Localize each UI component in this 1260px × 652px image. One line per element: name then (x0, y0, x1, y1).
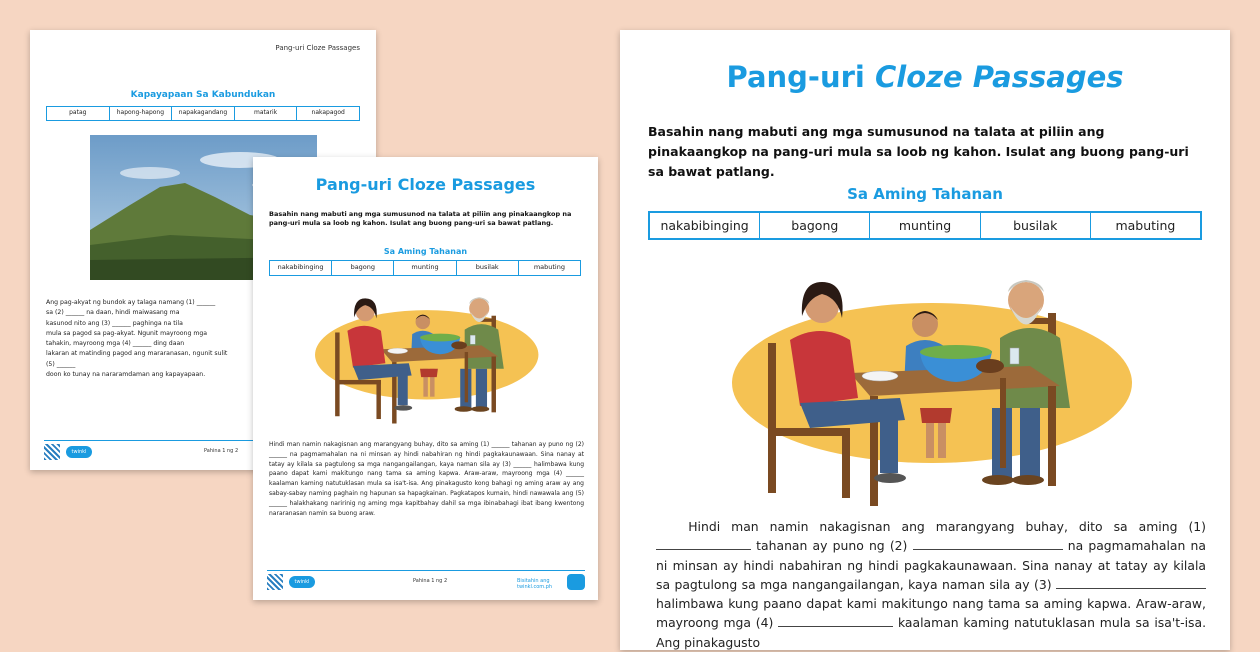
paragraph-line: (5) ______ (46, 360, 76, 368)
word-box-item: nakabibinging (650, 213, 760, 238)
word-box-item: munting (394, 261, 456, 275)
instructions: Basahin nang mabuti ang mga sumusunod na talata at piliin ang pinakaangkop na pang-uri mula sa loob ng kahon. Isulat ang buong pang-uri sa bawat patlang. (648, 124, 1189, 179)
word-box-item: bagong (332, 261, 394, 275)
paragraph-line: lakaran at matinding pagod ang mararanasan, ngunit sulit (46, 350, 228, 358)
answer-blank-1[interactable] (656, 539, 751, 550)
twinkl-logo: twinkl (289, 576, 315, 588)
word-box-item: napakagandang (172, 107, 235, 120)
twinkl-badge-icon (567, 574, 585, 590)
word-box (269, 260, 581, 276)
footer-divider (267, 570, 585, 571)
family-dinner-illustration (311, 285, 543, 433)
worksheet-title: Pang-uri Cloze Passages (315, 175, 536, 194)
paragraph-sentence: kaalaman kaming natutuklasan mula sa isa't-isa. Ang pinakagusto (656, 615, 1207, 650)
word-box-item: busilak (981, 213, 1091, 238)
word-box-item: patag (47, 107, 110, 120)
answer-blank-4[interactable] (778, 616, 893, 627)
paragraph-line: mula sa pagod sa pag-akyat. Ngunit mayroong mga (46, 329, 208, 337)
passage-title: Sa Aming Tahanan (847, 185, 1003, 203)
paragraph-line: Ang pag-akyat ng bundok ay talaga namang (1) ______ (46, 299, 216, 306)
instructions: Basahin nang mabuti ang mga sumusunod na talata at piliin ang pinakaangkop na pang-uri mula sa loob ng kahon. Isulat ang buong pang-uri sa bawat patlang. (269, 210, 572, 227)
word-box (46, 106, 360, 121)
word-box-item: hapong-hapong (110, 107, 173, 120)
word-box-item: bagong (760, 213, 870, 238)
passage-title: Kapayapaan Sa Kabundukan (130, 90, 276, 100)
word-box-item: busilak (457, 261, 519, 275)
paragraph-sentence: tahanan ay puno ng (2) (756, 538, 908, 554)
page-header: Pang-uri Cloze Passages (275, 44, 360, 52)
paragraph-line: tahakin, mayroong mga (4) ______ ding daan (46, 340, 185, 348)
qr-code-icon (44, 444, 60, 460)
passage-paragraph: Hindi man namin nakagisnan ang marangyang buhay, dito sa aming (1) ______ tahanan ay puno ng (2) ______ na pagmamahalan na ni minsan ay hindi nabahiran ng hindi pagkakaunawaan. Sina nanay at tatay ay kilala sa pagtulong sa mga nangangailangan, kaya naman sila ay (3) ______ halimbawa kung paano dapat kami makitungo nang tama sa aming kapwa. Araw-araw, mayroong mga (4) ______ kaalaman kaming natutuklasan mula sa isa't-isa. Ang pinakagusto kong bahagi ng aming araw ay ang sabay-sabay naming paghain ng hapunan sa hapagkainan. Pagkatapos kumain, hindi nawawala ang (5) ______ halakhakang naririnig ng aming mga kapitbahay dahil sa mga ibinabahagi ibat ibang kwentong nararanasan namin sa buong araw. (269, 441, 584, 517)
page-number: Pahina 1 ng 2 (204, 448, 239, 454)
page-number: Pahina 1 ng 2 (413, 578, 448, 584)
word-box-item: nakapagod (311, 109, 345, 116)
paragraph-sentence: na pagmamahalan na ni minsan ay hindi nabahiran ng hindi pagkakaunawaan. Sina nanay at tatay ay kilala sa pagtulong sa mga nangangailangan, kaya naman sila ay (3) (656, 538, 1206, 592)
title-main: Pang-uri (726, 60, 865, 94)
answer-blank-2[interactable] (913, 539, 1063, 550)
worksheet-page-middle (253, 157, 598, 600)
word-box-item: nakabibinging (270, 261, 332, 275)
worksheet-title (620, 60, 1230, 94)
word-box-item: matarik (235, 107, 298, 120)
paragraph-sentence: Hindi man namin nakagisnan ang marangyang buhay, dito sa aming (1) (688, 519, 1206, 534)
word-box-item: munting (870, 213, 980, 238)
word-box (648, 211, 1202, 240)
twinkl-logo: twinkl (66, 446, 92, 458)
page-footer (267, 574, 585, 592)
answer-blank-3[interactable] (1056, 578, 1206, 589)
qr-code-icon (267, 574, 283, 590)
paragraph-line: kasunod nito ang (3) ______ paghinga na tila (46, 319, 183, 327)
passage-title: Sa Aming Tahanan (383, 247, 468, 256)
passage-paragraph (656, 517, 1206, 652)
word-box-item: mabuting (1115, 218, 1176, 233)
worksheet-page-front (620, 30, 1230, 650)
paragraph-line: sa (2) ______ na daan, hindi maiwasang ma (46, 309, 180, 317)
word-box-item: mabuting (533, 263, 565, 271)
paragraph-line: doon ko tunay na nararamdaman ang kapayapaan. (46, 371, 206, 379)
paragraph-sentence: halimbawa kung paano dapat kami makitungo nang tama sa aming kapwa. Araw-araw, mayroong mga (4) (656, 596, 1206, 631)
family-dinner-illustration (730, 258, 1135, 523)
website-link: Bisitahin ang twinkl.com.ph (517, 578, 553, 590)
title-italic: Cloze Passages (874, 60, 1124, 94)
